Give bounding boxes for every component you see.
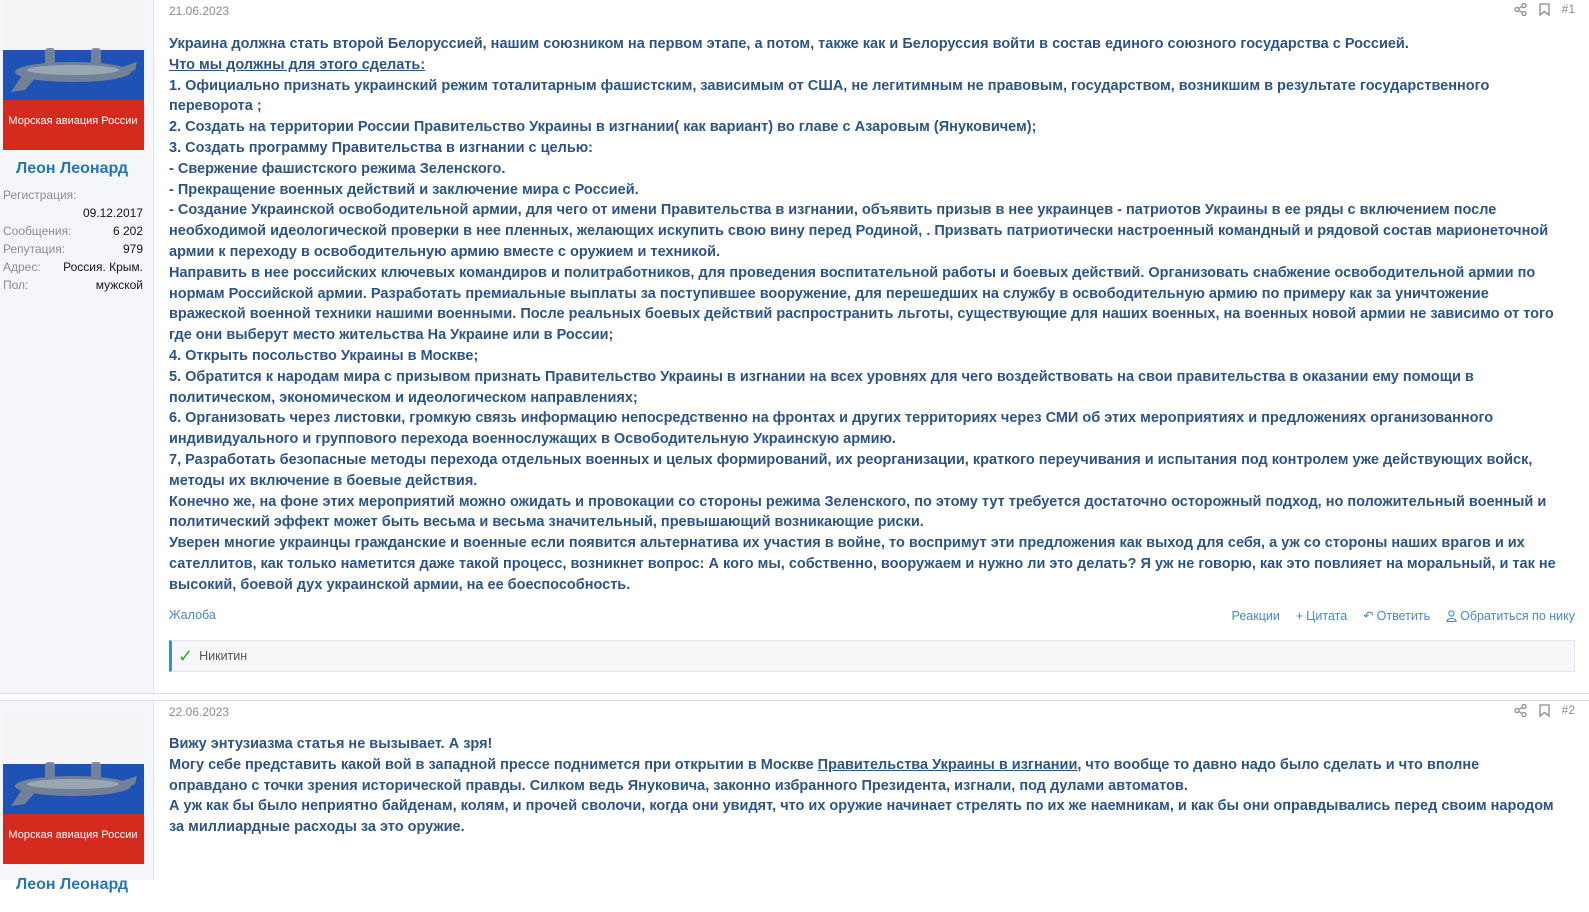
message-body <box>169 34 1559 596</box>
reply-label: Ответить <box>1376 608 1431 623</box>
message-paragraph: 4. Открыть посольство Украины в Москве; <box>169 347 479 364</box>
reaction-user[interactable]: Никитин <box>199 649 248 663</box>
message-paragraph: - Создание Украинской освободительной армии, для чего от имени Правительства в изгнании, объявить призыв в нее украинцев - патриотов Украины в ее ряды с включением после необходимой идеологической проверки в нее пленных, желающих искупить свою вину перед Родиной, . Призвать патриотически настроенный командный и рядовой состав марионеточной армии к переходу в освободительную армию вместе с оружием и техникой. <box>169 202 1549 260</box>
message-paragraph: - Свержение фашистского режима Зеленского. <box>169 160 506 177</box>
stat-address <box>3 258 143 276</box>
bookmark-icon[interactable] <box>1538 703 1552 717</box>
post-content <box>154 701 1589 880</box>
mention-button[interactable] <box>1446 608 1575 623</box>
avatar-caption: Морская авиация России <box>8 115 138 127</box>
stat-value: мужской <box>95 278 143 292</box>
bookmark-icon[interactable] <box>1538 2 1552 16</box>
share-icon[interactable] <box>1514 2 1528 16</box>
message-paragraph: Что мы должны для этого сделать: <box>169 56 426 73</box>
reactions-link[interactable]: Реакции <box>1231 608 1280 623</box>
stat-registration-label <box>3 186 143 204</box>
stat-value: 6 202 <box>112 224 143 238</box>
post-footer <box>169 608 1575 623</box>
stat-value: 979 <box>122 242 143 256</box>
stat-messages <box>3 222 143 240</box>
avatar-caption: Морская авиация России <box>8 829 138 841</box>
mention-label: Обратиться по нику <box>1460 608 1575 623</box>
message-paragraph: 3. Создать программу Правительства в изгнании с целью: <box>169 139 593 156</box>
stat-value: 09.12.2017 <box>82 206 143 220</box>
reactions-bar[interactable] <box>169 640 1575 672</box>
post-user-panel <box>0 0 154 693</box>
stat-label: Адрес: <box>3 260 41 274</box>
reply-button[interactable] <box>1363 608 1430 623</box>
message-text: , что вообще то давно надо было сделать и что вполне оправдано с точки зрения исторической правды. Силком ведь Януковича, законно избранного Президента, изгнали, под дулами автоматов. <box>169 756 1480 794</box>
report-link[interactable]: Жалоба <box>169 608 216 622</box>
message-paragraph: Направить в нее российских ключевых командиров и политработников, для проведения воспитательной работы и боевых действий. Организовать снабжение освободительной армии по нормам Российской армии. Разработать премиальные выплаты за поступившее вооружение, для перешедших на службу в освободительную армию по примеру как за уничтожение вражеской военной техники нашими военными. После реальных боевых действий распространить льготы, существующие для наших военных, на военных новой армии не зависимо от того где они выберут место жительства На Украине или в России; <box>169 264 1554 344</box>
check-icon: ✓ <box>178 646 194 666</box>
quote-label: Цитата <box>1306 608 1348 623</box>
message-paragraph: 7, Разработать безопасные методы перехода отдельных военных и целых формирований, их реорганизации, краткого переучивания и испытания под контролем уже действующих войск, методы их включение в боевые действия. <box>169 451 1533 489</box>
post-number[interactable]: #2 <box>1561 703 1575 717</box>
stat-reputation <box>3 240 143 258</box>
message-link[interactable]: Правительства Украины в изгнании <box>817 756 1078 773</box>
post-2 <box>0 700 1589 893</box>
post-number[interactable]: #1 <box>1561 2 1575 16</box>
stat-label: Регистрация: <box>3 188 77 202</box>
message-text: Могу себе представить какой вой в западной прессе поднимется при открытии в Москве <box>169 756 818 773</box>
share-icon[interactable] <box>1514 703 1528 717</box>
post-content <box>154 0 1589 693</box>
post-date[interactable]: 22.06.2023 <box>169 705 230 719</box>
stat-registration <box>3 204 143 222</box>
message-paragraph: 6. Организовать через листовки, громкую связь информацию непосредственно на фронтах и других территориях через СМИ об этих мероприятиях и предложениях организованного индивидуального и группового перехода военнослужащих в Освободительную Украинскую армию. <box>169 410 1494 448</box>
reply-icon: ↶ <box>1363 609 1374 623</box>
username[interactable]: Леон Леонард <box>16 160 128 177</box>
post-actions <box>1232 608 1575 623</box>
message-paragraph: 2. Создать на территории России Правительство Украины в изгнании( как вариант) во главе с Азаровым (Януковичем); <box>169 119 1037 136</box>
stat-label: Пол: <box>3 278 29 292</box>
user-stats <box>3 186 143 294</box>
message-paragraph: Конечно же, на фоне этих мероприятий можно ожидать и провокации со стороны режима Зеленского, по этому тут требуется достаточно осторожный подход, но положительный военный и политический эффект может быть весьма и весьма значительный, превышающий возникающие риски. <box>169 493 1547 531</box>
username[interactable]: Леон Леонард <box>16 876 128 893</box>
stat-gender <box>3 276 143 294</box>
message-paragraph <box>169 755 1559 797</box>
message-paragraph: 5. Обратится к народам мира с призывом признать Правительство Украины в изгнании на всех уровнях для чего воздействовать на свои правительства в оказании ему помощи в политическом, экономическом и идеологическом направлениях; <box>169 368 1474 406</box>
message-paragraph: - Прекращение военных действий и заключение мира с Россией. <box>169 181 639 198</box>
stat-value: Россия. Крым. <box>63 260 143 274</box>
avatar[interactable] <box>3 714 144 864</box>
stat-label: Репутация: <box>3 242 66 256</box>
message-paragraph: Вижу энтузиазма статья не вызывает. А зря! <box>169 736 493 752</box>
post-tools <box>1514 2 1575 16</box>
stat-label: Сообщения: <box>3 224 72 238</box>
post-user-panel <box>0 701 154 893</box>
message-paragraph: 1. Официально признать украинский режим тоталитарным фашистским, зависимым от США, не легитимным не правовым, государством, возникшим в результате государственного переворота ; <box>169 77 1490 115</box>
message-body <box>169 734 1559 838</box>
avatar[interactable] <box>3 0 144 150</box>
post-tools <box>1514 703 1575 717</box>
message-paragraph: Украина должна стать второй Белоруссией, нашим союзником на первом этапе, а потом, также как и Белоруссия войти в состав единого союзного государства с Россией. <box>169 36 1409 52</box>
user-icon <box>1446 610 1457 622</box>
message-paragraph: Уверен многие украинцы гражданские и военные если появится альтернатива их участия в войне, то воспримут эти предложения как выход для себя, а уж со стороны наших врагов и их сателлитов, как только наметится даже такой процесс, возникнет вопрос: А кого мы, собственно, вооружаем и нужно ли это делать? Я уж не говорю, как это повлияет на моральный, и так не высокий, боевой дух украинской армии, на ее боеспособность. <box>169 535 1556 593</box>
quote-button[interactable] <box>1296 608 1347 623</box>
post-date[interactable]: 21.06.2023 <box>169 4 230 18</box>
plus-icon: + <box>1295 608 1304 623</box>
message-paragraph: А уж как бы было неприятно байденам, колям, и прочей сволочи, когда они увидят, что их оружие начинает стрелять по их же наемникам, и как бы они оправдывались перед своим народом за миллиардные расходы за это оружие. <box>169 798 1554 836</box>
